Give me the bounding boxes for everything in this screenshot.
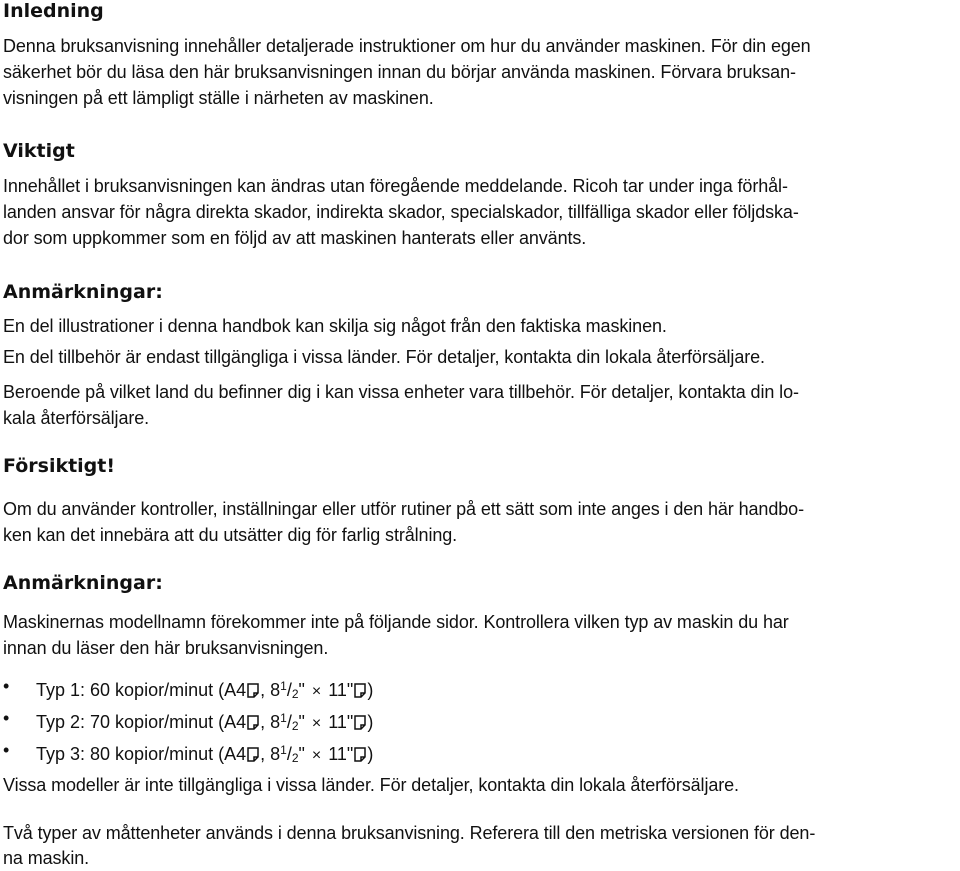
paper-portrait-icon bbox=[354, 715, 366, 730]
type-close: ) bbox=[367, 712, 374, 732]
notes1-line-1: En del illustrationer i denna handbok kan skilja sig något från den faktiska maskinen. bbox=[3, 316, 667, 336]
type-size2: 11" bbox=[328, 712, 354, 732]
units-line-1: Två typer av måttenheter används i denna bruksanvisning. Referera till den metriska versionen för den- bbox=[3, 823, 816, 843]
inch-mark: " bbox=[298, 712, 305, 732]
intro-line-2: säkerhet bör du läsa den här bruksanvisningen innan du börjar använda maskinen. Förvara bruksan- bbox=[3, 62, 796, 82]
type-sep: , 8 bbox=[260, 680, 281, 700]
caution-line-2: ken kan det innebära att du utsätter dig för farlig strålning. bbox=[3, 525, 458, 545]
important-line-1: Innehållet i bruksanvisningen kan ändras utan föregående meddelande. Ricoh tar under inga förhål- bbox=[3, 176, 788, 196]
fraction-denominator: 2 bbox=[291, 687, 299, 701]
fraction-numerator: 1 bbox=[280, 743, 287, 757]
notes1-line-2: En del tillbehör är endast tillgängliga i vissa länder. För detaljer, kontakta din lokala återförsäljare. bbox=[3, 347, 765, 367]
heading-caution: Försiktigt! bbox=[3, 455, 116, 477]
intro-line-3: visningen på ett lämpligt ställe i närheten av maskinen. bbox=[3, 88, 434, 108]
notes1-line-3b: kala återförsäljare. bbox=[3, 408, 150, 428]
fraction: $^1/_2$ bbox=[280, 743, 299, 765]
fraction: $^1/_2$ bbox=[280, 679, 299, 701]
paper-portrait-icon bbox=[354, 683, 366, 698]
important-line-2: landen ansvar för några direkta skador, indirekta skador, specialskador, tillfälliga skador eller följdska- bbox=[3, 202, 799, 222]
paper-portrait-icon bbox=[247, 715, 259, 730]
units-line-2: na maskin. bbox=[3, 848, 90, 868]
caution-line-1: Om du använder kontroller, inställningar eller utför rutiner på ett sätt som inte anges i den här handbo- bbox=[3, 499, 804, 519]
type-prefix: Typ 3: 80 kopior/minut (A4 bbox=[36, 744, 247, 764]
paper-portrait-icon bbox=[247, 747, 259, 762]
type-3-text bbox=[36, 737, 373, 771]
type-1-text bbox=[36, 673, 373, 707]
type-close: ) bbox=[367, 680, 374, 700]
type-sep: , 8 bbox=[260, 744, 281, 764]
type-size2: 11" bbox=[328, 680, 354, 700]
notes1-line-3a: Beroende på vilket land du befinner dig i kan vissa enheter vara tillbehör. För detaljer, kontakta din lo- bbox=[3, 382, 799, 402]
important-line-3: dor som uppkommer som en följd av att maskinen hanterats eller använts. bbox=[3, 228, 587, 248]
heading-notes-2: Anmärkningar: bbox=[3, 572, 163, 594]
bullet-icon: • bbox=[3, 740, 10, 760]
paper-portrait-icon bbox=[247, 683, 259, 698]
bullet-icon: • bbox=[3, 708, 10, 728]
bullet-icon: • bbox=[3, 676, 10, 696]
times-sign: × bbox=[311, 715, 322, 732]
heading-notes-1: Anmärkningar: bbox=[3, 281, 163, 303]
fraction-numerator: 1 bbox=[280, 711, 287, 725]
times-sign: × bbox=[311, 683, 322, 700]
fraction: $^1/_2$ bbox=[280, 711, 299, 733]
paper-portrait-icon bbox=[354, 747, 366, 762]
heading-important: Viktigt bbox=[3, 140, 75, 162]
type-size2: 11" bbox=[328, 744, 354, 764]
fraction-denominator: 2 bbox=[291, 719, 299, 733]
type-prefix: Typ 2: 70 kopior/minut (A4 bbox=[36, 712, 247, 732]
fraction-denominator: 2 bbox=[291, 751, 299, 765]
intro-line-1: Denna bruksanvisning innehåller detaljerade instruktioner om hur du använder maskinen. För din egen bbox=[3, 36, 811, 56]
notes2-line-2: innan du läser den här bruksanvisningen. bbox=[3, 638, 329, 658]
type-sep: , 8 bbox=[260, 712, 281, 732]
heading-intro: Inledning bbox=[3, 0, 104, 22]
type-prefix: Typ 1: 60 kopior/minut (A4 bbox=[36, 680, 247, 700]
inch-mark: " bbox=[298, 744, 305, 764]
notes2-line-1: Maskinernas modellnamn förekommer inte på följande sidor. Kontrollera vilken typ av maskin du har bbox=[3, 612, 789, 632]
type-2-text bbox=[36, 705, 373, 739]
times-sign: × bbox=[311, 747, 322, 764]
inch-mark: " bbox=[298, 680, 305, 700]
fraction-numerator: 1 bbox=[280, 679, 287, 693]
type-close: ) bbox=[367, 744, 374, 764]
notes2-after: Vissa modeller är inte tillgängliga i vissa länder. För detaljer, kontakta din lokala återförsäljare. bbox=[3, 775, 739, 795]
